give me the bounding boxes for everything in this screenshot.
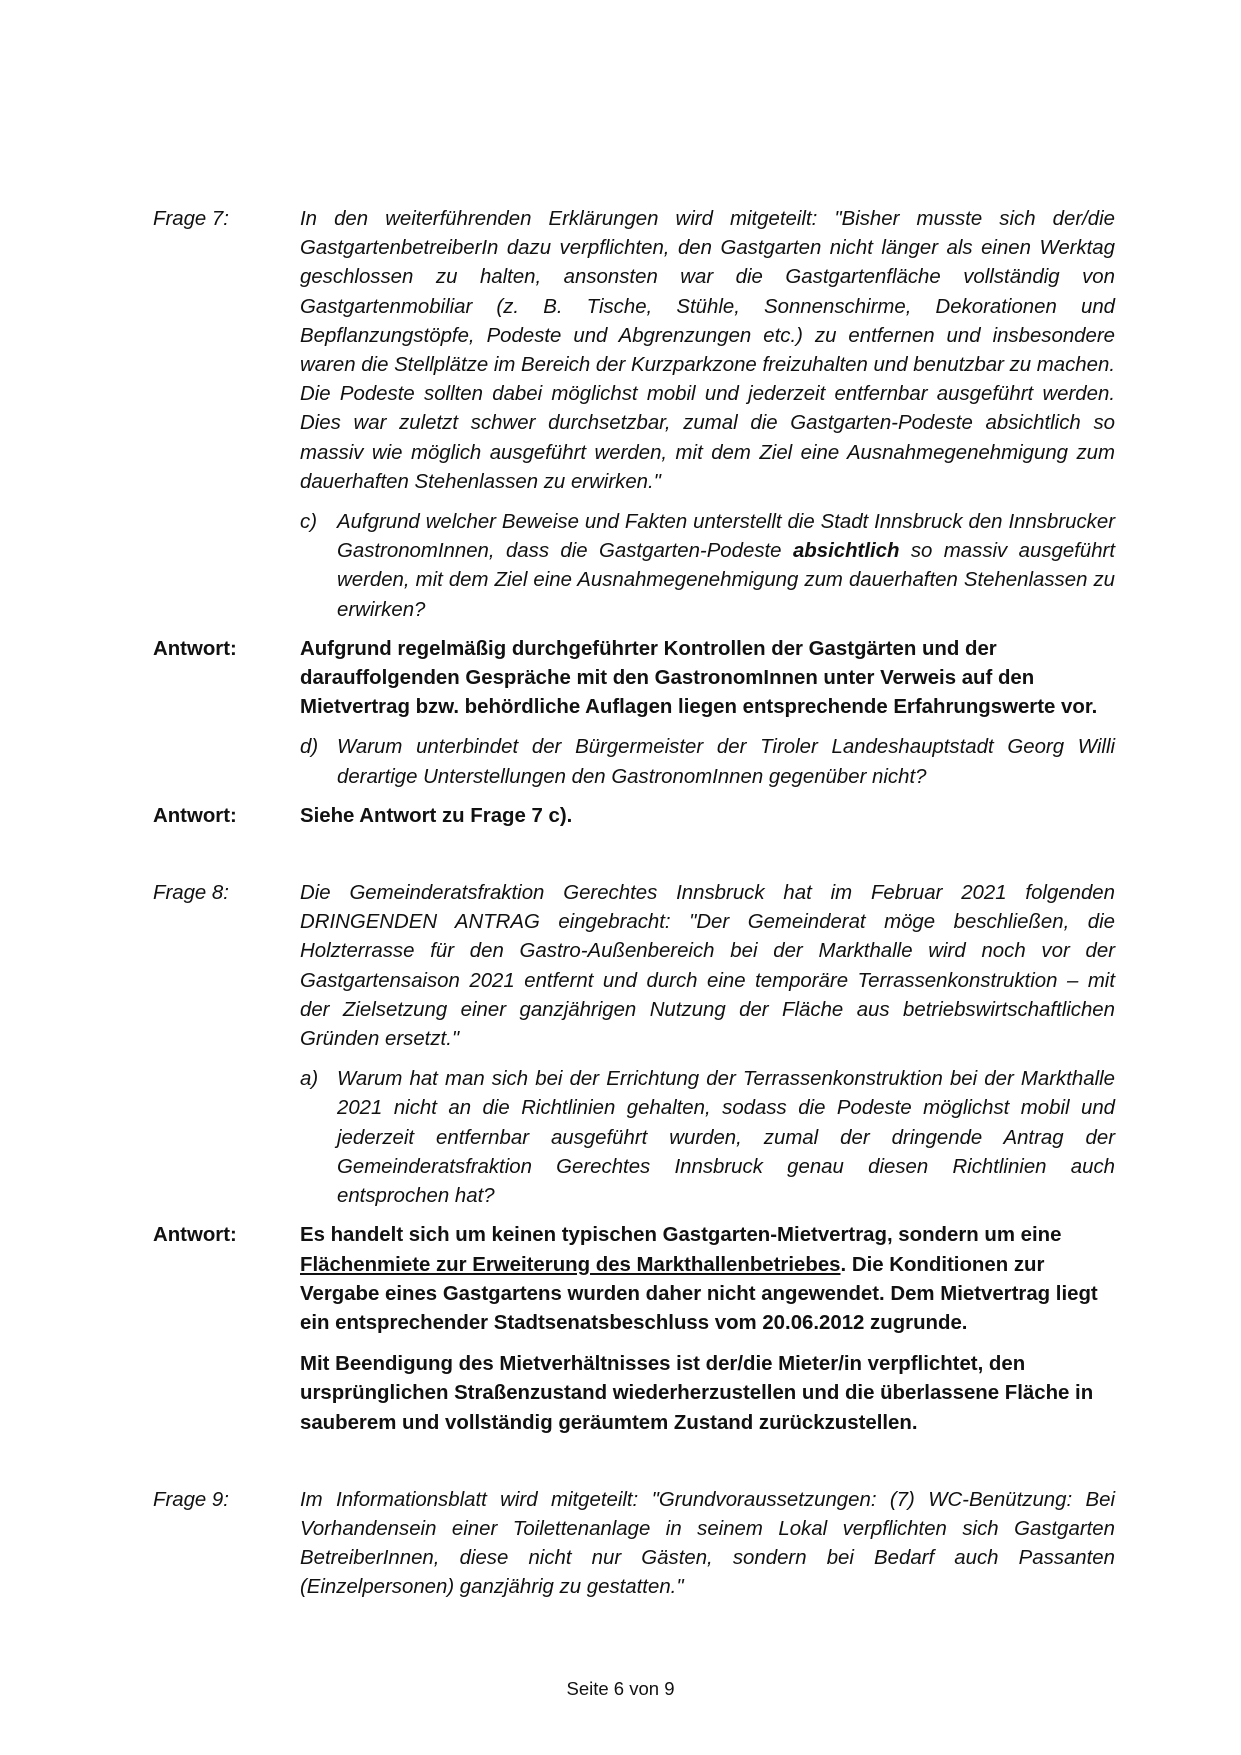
sub-question-text: Warum hat man sich bei der Errichtung der Terrassenkonstruktion bei der Markthalle 2021 nicht an die Richtlinien gehalten, sodass die Podeste möglichst mobil und jederzeit entfernbar ausgeführt wurden, zumal der dringende Antrag der Gemeinderatsfraktion Gerechtes Innsbruck genau diesen Richtlinien auch entsprochen hat? xyxy=(337,1068,1115,1208)
page-number: Seite 6 von 9 xyxy=(566,1678,675,1699)
question-label: Frage 7: xyxy=(153,208,229,230)
question-9 xyxy=(153,1486,1115,1603)
question-text: Im Informationsblatt wird mitgeteilt: "Grundvoraussetzungen: (7) WC-Benützung: Bei Vorhandensein einer Toilettenanlage in seinem Lokal verpflichten sich Gastgarten BetreiberInnen, diese nicht nur Gästen, sondern bei Bedarf auch Passanten (Einzelpersonen) ganzjährig zu gestatten." xyxy=(300,1488,1115,1599)
answer-text-start: Es handelt sich um keinen typischen Gastgarten-Mietvertrag, sondern um eine xyxy=(300,1224,1062,1247)
answer-text xyxy=(300,1221,1115,1437)
question-8 xyxy=(153,879,1115,1054)
answer-label: Antwort: xyxy=(153,1224,237,1247)
sub-question-text: Warum unterbindet der Bürgermeister der Tiroler Landeshauptstadt Georg Willi derartige Unterstellungen den GastronomInnen gegenüber nicht? xyxy=(337,736,1115,788)
question-text: In den weiterführenden Erklärungen wird mitgeteilt: "Bisher musste sich der/die GastgartenbetreiberIn dazu verpflichten, den Gastgarten nicht länger als einen Werktag geschlossen zu halten, ansonsten war die Gastgartenfläche vollständig von Gastgartenmobiliar (z. B. Tische, Stühle, Sonnenschirme, Dekorationen und Bepflanzungstöpfe, Podeste und Abgrenzungen etc.) zu entfernen und insbesondere waren die Stellplätze im Bereich der Kurzparkzone freizuhalten und benutzbar zu machen. Die Podeste sollten dabei möglichst mobil und jederzeit entfernbar ausgeführt werden. Dies war zuletzt schwer durchsetzbar, zumal die Gastgarten-Podeste absichtlich so massiv wie möglich ausgeführt werden, mit dem Ziel eine Ausnahmegenehmigung zum dauerhaften Stehenlassen zu erwirken." xyxy=(300,208,1115,493)
sub-question-8a xyxy=(300,1065,1115,1211)
sub-question-letter: a) xyxy=(300,1068,319,1091)
answer-7d xyxy=(153,802,1115,831)
answer-text: Aufgrund regelmäßig durchgeführter Kontrollen der Gastgärten und der darauffolgenden Gespräche mit den GastronomInnen unter Verweis auf den Mietvertrag bzw. behördliche Auflagen liegen entsprechende Erfahrungswerte vor. xyxy=(300,637,1098,719)
sub-question-text-start: Aufgrund welcher Beweise und Fakten unterstellt die Stadt Innsbruck den Innsbrucker GastronomInnen, dass die Gastgarten-Podeste xyxy=(337,511,1115,563)
sub-question-text xyxy=(337,508,1115,625)
answer-text: Siehe Antwort zu Frage 7 c). xyxy=(300,804,573,827)
sub-question-text-end: so massiv ausgeführt werden, mit dem Ziel eine Ausnahmegenehmigung zum dauerhaften Stehenlassen zu erwirken? xyxy=(337,540,1115,621)
answer-paragraph-1 xyxy=(300,1221,1115,1338)
answer-8a xyxy=(153,1221,1115,1437)
answer-label: Antwort: xyxy=(153,804,237,827)
question-7 xyxy=(153,205,1115,497)
document-page xyxy=(153,205,1115,1603)
sub-question-letter: c) xyxy=(300,511,317,534)
question-label: Frage 9: xyxy=(153,1488,229,1511)
sub-question-7d xyxy=(300,733,1115,791)
emphasis-text: absichtlich xyxy=(792,540,900,563)
answer-label: Antwort: xyxy=(153,637,237,660)
question-text: Die Gemeinderatsfraktion Gerechtes Innsbruck hat im Februar 2021 folgenden DRINGENDEN ANTRAG eingebracht: "Der Gemeinderat möge beschließen, die Holzterrasse für den Gastro-Außenbereich bei der Markthalle wird noch vor der Gastgartensaison 2021 entfernt und durch eine temporäre Terrassenkonstruktion – mit der Zielsetzung einer ganzjährigen Nutzung der Fläche aus betriebswirtschaftlichen Gründen ersetzt." xyxy=(300,882,1115,1051)
sub-question-letter: d) xyxy=(300,736,319,759)
answer-text-end: . Die Konditionen zur Vergabe eines Gastgartens wurden daher nicht angewendet. Dem Mietvertrag liegt ein entsprechender Stadtsenatsbeschluss vom 20.06.2012 zugrunde. xyxy=(300,1253,1098,1334)
answer-paragraph-2: Mit Beendigung des Mietverhältnisses ist der/die Mieter/in verpflichtet, den ursprünglichen Straßenzustand wiederherzustellen und die überlassene Fläche in sauberem und vollständig geräumtem Zustand zurückzustellen. xyxy=(300,1353,1094,1434)
sub-question-7c xyxy=(300,508,1115,625)
underlined-text: Flächenmiete zur Erweiterung des Markthallenbetriebes xyxy=(300,1253,841,1276)
question-label: Frage 8: xyxy=(153,882,229,905)
answer-7c xyxy=(153,635,1115,723)
